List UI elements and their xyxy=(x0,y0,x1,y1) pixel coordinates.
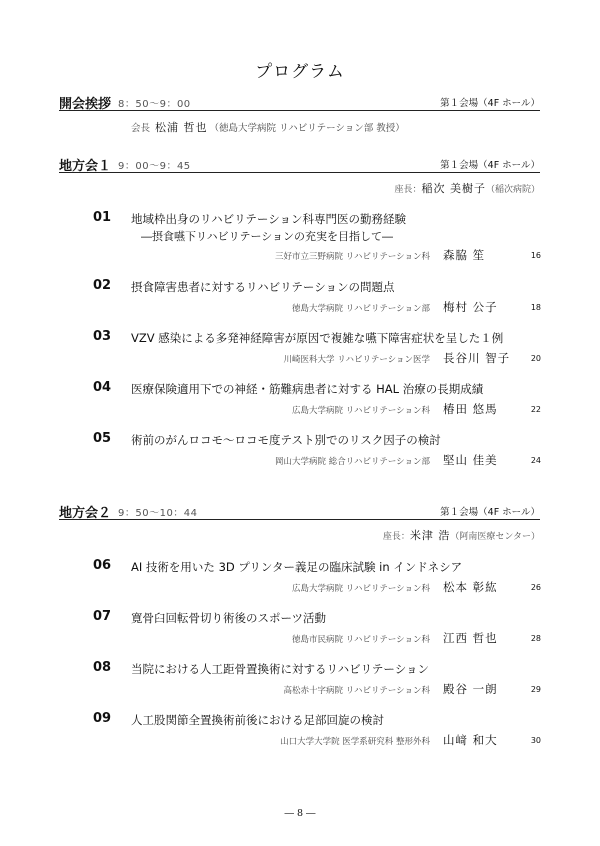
talk-speaker: 江西 哲也 xyxy=(443,631,498,645)
talk-affiliation: 三好市立三野病院 リハビリテーション科 xyxy=(275,252,430,262)
talk-speaker: 堅山 佳美 xyxy=(443,453,498,467)
page-number: ― 8 ― xyxy=(284,808,316,819)
talk-title: AI 技術を用いた 3D プリンター義足の臨床試験 in インドネシア xyxy=(131,560,463,574)
talk-affiliation: 広島大学病院 リハビリテーション科 xyxy=(292,406,430,416)
talk-title: 地域枠出身のリハビリテーション科専門医の勤務経験 xyxy=(131,212,406,226)
section-time: 8：50～9：00 xyxy=(118,99,191,110)
talk-item xyxy=(0,660,600,710)
section-rule xyxy=(59,172,540,173)
section-name: 地方会１ xyxy=(59,159,112,174)
chair-name: 米津 浩 xyxy=(409,529,451,542)
talk-item xyxy=(0,329,600,379)
talk-item xyxy=(0,711,600,761)
talk-subtitle: ―摂食嚥下リハビリテーションの充実を目指して― xyxy=(141,230,394,243)
section-venue: 第１会場（4F ホール） xyxy=(440,160,540,171)
talk-affiliation: 徳島市民病院 リハビリテーション科 xyxy=(292,635,430,645)
opening-person: 松浦 哲也 xyxy=(155,121,208,134)
talk-title: 当院における人工距骨置換術に対するリハビリテーション xyxy=(131,662,429,676)
chair-label: 座長： xyxy=(382,532,410,542)
opening-header xyxy=(59,93,540,112)
talk-item xyxy=(0,609,600,659)
talk-number: 01 xyxy=(93,210,112,225)
talk-title: 人工股関節全置換術前後における足部回旋の検討 xyxy=(131,713,384,727)
opening-affiliation: （徳島大学病院 リハビリテーション部 教授） xyxy=(209,123,405,134)
talk-title: 医療保険適用下での神経・筋難病患者に対する HAL 治療の長期成績 xyxy=(131,382,484,396)
talk-affiliation: 広島大学病院 リハビリテーション科 xyxy=(292,584,430,594)
talk-page: 30 xyxy=(530,736,541,745)
talk-number: 06 xyxy=(93,558,112,573)
session-1-chair xyxy=(394,180,540,196)
section-time: 9：50～10：44 xyxy=(118,508,198,519)
talk-number: 04 xyxy=(93,380,112,395)
talk-page: 26 xyxy=(530,583,541,592)
opening-greeting xyxy=(131,119,405,135)
talk-number: 05 xyxy=(93,431,112,446)
talk-speaker: 椿田 悠馬 xyxy=(443,402,498,416)
session-2-chair xyxy=(383,527,540,543)
section-venue: 第１会場（4F ホール） xyxy=(440,98,540,109)
talk-affiliation: 山口大学大学院 医学系研究科 整形外科 xyxy=(280,737,430,747)
section-venue: 第１会場（4F ホール） xyxy=(440,507,540,518)
talk-affiliation: 高松赤十字病院 リハビリテーション科 xyxy=(283,686,430,696)
section-rule xyxy=(59,110,540,111)
talk-title: 寛骨臼回転骨切り術後のスポーツ活動 xyxy=(131,611,327,625)
talk-speaker: 山﨑 和大 xyxy=(443,733,498,747)
session-2-header xyxy=(59,502,540,521)
talk-affiliation: 徳島大学病院 リハビリテーション部 xyxy=(292,304,430,314)
talk-title: 摂食障害患者に対するリハビリテーションの問題点 xyxy=(131,280,395,294)
talk-page: 20 xyxy=(530,354,541,363)
talk-number: 08 xyxy=(93,660,112,675)
section-name: 地方会２ xyxy=(59,506,112,521)
talk-speaker: 松本 彰紘 xyxy=(443,580,498,594)
session-1-header xyxy=(59,155,540,174)
section-name: 開会挨拶 xyxy=(59,97,112,112)
chair-label: 座長： xyxy=(394,185,422,195)
talk-affiliation: 川崎医科大学 リハビリテーション医学 xyxy=(283,355,430,365)
talk-page: 28 xyxy=(530,634,541,643)
chair-affiliation: （稲次病院） xyxy=(485,185,540,195)
talk-title: 術前のがんロコモ～ロコモ度テスト別でのリスク因子の検討 xyxy=(131,433,441,447)
talk-number: 07 xyxy=(93,609,112,624)
section-rule xyxy=(59,519,540,520)
talk-item xyxy=(0,278,600,328)
talk-speaker: 殿谷 一朗 xyxy=(443,682,498,696)
page-title: プログラム xyxy=(255,62,345,82)
talk-page: 16 xyxy=(530,251,541,260)
talk-speaker: 梅村 公子 xyxy=(443,300,498,314)
opening-role: 会長 xyxy=(131,123,151,134)
talk-number: 09 xyxy=(93,711,112,726)
talk-page: 29 xyxy=(530,685,541,694)
talk-number: 02 xyxy=(93,278,112,293)
talk-number: 03 xyxy=(93,329,112,344)
talk-page: 22 xyxy=(530,405,541,414)
talk-item xyxy=(0,431,600,481)
talk-affiliation: 岡山大学病院 総合リハビリテーション部 xyxy=(275,457,430,467)
talk-page: 18 xyxy=(530,303,541,312)
chair-affiliation: （阿南医療センター） xyxy=(450,532,540,542)
talk-item xyxy=(0,380,600,430)
talk-speaker: 森脇 笙 xyxy=(443,248,486,262)
talk-page: 24 xyxy=(530,456,541,465)
chair-name: 稲次 美樹子 xyxy=(421,182,486,195)
talk-title: VZV 感染による多発神経障害が原因で複雑な嚥下障害症状を呈した１例 xyxy=(131,331,504,345)
talk-item xyxy=(0,558,600,608)
talk-item xyxy=(0,210,600,260)
talk-speaker: 長谷川 智子 xyxy=(443,351,511,365)
section-time: 9：00～9：45 xyxy=(118,161,191,172)
